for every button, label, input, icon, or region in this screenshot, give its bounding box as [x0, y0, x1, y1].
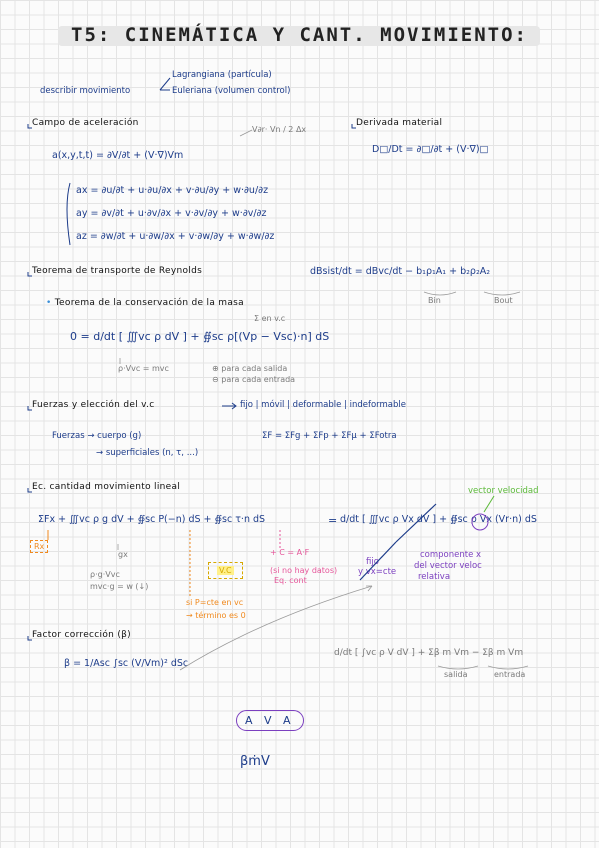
ax-equation: ax = ∂u/∂t + u·∂u/∂x + v·∂u/∂y + w·∂u/∂z	[76, 185, 269, 196]
vector-velocity-label: vector velocidad	[468, 486, 539, 496]
correction-rhs: d/dt [ ∫vc ρ V dV ] + Σβ m Vm − Σβ m Vm	[334, 648, 524, 658]
correction-equation: β = 1/Asc ∫sc (V/Vm)² dSc	[64, 658, 189, 669]
ava-bubble: A V A	[236, 710, 304, 731]
bullet-reynolds	[28, 272, 32, 276]
bullet-momentum	[28, 488, 32, 492]
bmv-label: βṁV	[240, 754, 270, 769]
bullet-correction	[28, 636, 32, 640]
vr-circle	[472, 514, 488, 530]
momentum-left: ΣFx + ∭vc ρ g dV + ∯sc P(−n) dS + ∯sc τ·n dS	[38, 514, 266, 525]
forces-heading: Fuerzas y elección del v.c	[32, 400, 155, 410]
bullet-forces	[28, 406, 32, 410]
correction-entrada: entrada	[494, 670, 526, 679]
acceleration-note: V∂r· Vn / 2 Δx	[252, 125, 307, 134]
acceleration-heading: Campo de aceleración	[32, 118, 139, 128]
forces-types: fijo | móvil | deformable | indeformable	[240, 400, 406, 410]
lagrangiana-label: Lagrangiana (partícula)	[172, 70, 272, 80]
strike-line	[396, 504, 436, 542]
vc-label: V.C	[219, 566, 232, 575]
reynolds-equation: dBsist/dt = dBvc/dt − b₁ρ₁A₁ + b₂ρ₂A₂	[310, 266, 491, 277]
mass-heading: • Teorema de la conservación de la masa	[46, 298, 244, 308]
pink-note1: + C = A·F	[270, 548, 310, 557]
grey-rhogv: ρ·g·Vvc	[90, 570, 120, 579]
bout-brace	[484, 292, 520, 295]
ay-equation: ay = ∂v/∂t + u·∂v/∂x + v·∂v/∂y + w·∂v/∂z	[76, 208, 267, 219]
vector-arrow	[484, 496, 494, 512]
pink-note2: (si no hay datos)	[270, 566, 338, 575]
reynolds-bout: Bout	[494, 296, 513, 305]
correction-salida: salida	[444, 670, 468, 679]
mass-note-salida: ⊕ para cada salida	[212, 364, 288, 373]
acceleration-note-arrow	[240, 130, 252, 136]
mass-note-entrada: ⊖ para cada entrada	[212, 375, 296, 384]
acceleration-brace	[67, 183, 70, 245]
forces-sum: ΣF = ΣFg + ΣFp + ΣFμ + ΣFotra	[262, 431, 397, 441]
fijo-arrow	[360, 542, 396, 580]
salida-brace	[438, 666, 478, 669]
bullet-material	[352, 124, 356, 128]
gx-label: gx	[118, 550, 128, 559]
mass-heading-text: Teorema de la conservación de la masa	[54, 298, 244, 308]
grey-weight: mvc·g = w (↓)	[90, 582, 149, 591]
pink-note3: Eq. cont	[274, 576, 307, 585]
bullet-acceleration	[28, 124, 32, 128]
rx-box: Rx	[30, 540, 48, 553]
purple-relativa: relativa	[418, 572, 451, 582]
material-equation: D□/Dt = ∂□/∂t + (V·∇)□	[372, 144, 489, 155]
forces-line2: → superficiales (n, τ, ...)	[96, 448, 199, 458]
material-heading: Derivada material	[356, 118, 443, 128]
momentum-heading: Ec. cantidad movimiento lineal	[32, 482, 181, 492]
reynolds-heading: Teorema de transporte de Reynolds	[32, 266, 203, 276]
az-equation: az = ∂w/∂t + u·∂w/∂x + v·∂w/∂y + w·∂w/∂z	[76, 231, 275, 242]
correction-heading: Factor corrección (β)	[32, 630, 131, 640]
mass-equation: 0 = d/dt [ ∭vc ρ dV ] + ∯sc ρ[(Vp − Vsc)·n] dS	[70, 330, 330, 343]
lagrangiana-arrow	[160, 78, 170, 90]
forces-line1: Fuerzas → cuerpo (g)	[52, 431, 142, 441]
page-title: T5: CINEMÁTICA Y CANT. MOVIMIENTO:	[71, 24, 528, 46]
describe-label: describir movimiento	[40, 86, 131, 96]
mass-note-left: ρ·Vvc = mvc	[118, 364, 169, 373]
purple-fijo: fijo	[366, 557, 379, 567]
purple-vector: del vector veloc	[414, 561, 482, 571]
reynolds-bin: Bin	[428, 296, 441, 305]
bin-brace	[424, 292, 456, 295]
correction-arrow	[180, 586, 372, 670]
purple-vx: y vx=cte	[358, 567, 397, 577]
forces-arrow	[222, 403, 236, 409]
orange-note1: si P=cte en vc	[186, 598, 244, 607]
euleriana-label: Euleriana (volumen control)	[172, 86, 291, 96]
acceleration-equation: a(x,y,t,t) = ∂V/∂t + (V·∇)Vm	[52, 150, 184, 161]
mass-over: Σ en v.c	[254, 314, 286, 323]
entrada-brace	[488, 666, 528, 669]
purple-comp: componente x	[420, 550, 482, 560]
orange-note2: → término es 0	[186, 611, 246, 620]
momentum-equals: =	[328, 514, 338, 527]
momentum-right: d/dt [ ∭vc ρ Vx dV ] + ∯sc ρ Vx (Vr·n) dS	[340, 514, 537, 525]
